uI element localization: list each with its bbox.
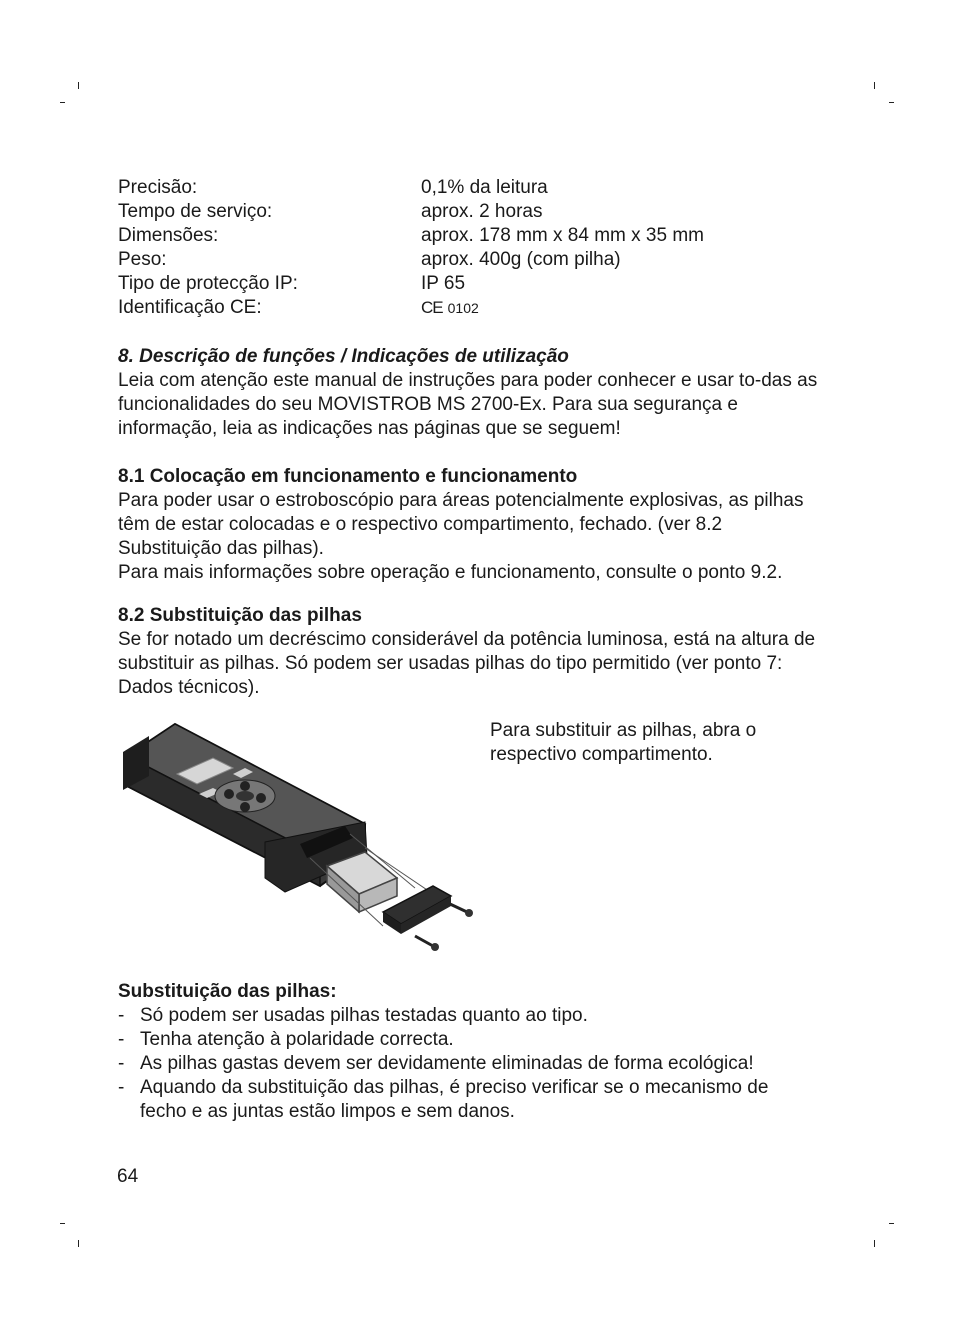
spec-value: IP 65 <box>421 273 466 294</box>
spec-row <box>118 200 818 224</box>
battery-notes <box>118 980 823 1124</box>
section-8-1-body: Para poder usar o estroboscópio para áreas potencialmente explosivas, as pilhas têm de estar colocadas e o respectivo compartimento, fechado. (ver 8.2 Substituição das pilhas). <box>118 490 804 559</box>
section-8-2-body: Se for notado um decréscimo considerável da potência luminosa, está na altura de substituir as pilhas. Só podem ser usadas pilhas do tipo permitido (ver ponto 7: Dados técnicos). <box>118 629 816 698</box>
stroboscope-device-icon <box>115 716 485 956</box>
spec-value: 0,1% da leitura <box>421 177 548 198</box>
spec-label: Precisão: <box>118 177 198 198</box>
ce-mark-icon: CE <box>421 298 443 317</box>
spec-value: aprox. 2 horas <box>421 201 543 222</box>
crop-mark <box>60 102 65 103</box>
section-8-1 <box>118 465 823 585</box>
section-8-1-heading: 8.1 Colocação em funcionamento e funcionamento <box>118 466 578 487</box>
page-number: 64 <box>117 1166 139 1187</box>
spec-table <box>118 176 818 320</box>
section-8-2-heading: 8.2 Substituição das pilhas <box>118 605 362 626</box>
spec-row <box>118 224 818 248</box>
crop-mark <box>60 1223 65 1224</box>
figure-caption: Para substituir as pilhas, abra o respectivo compartimento. <box>490 720 757 765</box>
list-item: - As pilhas gastas devem ser devidamente eliminadas de forma ecológica! <box>118 1053 754 1074</box>
crop-mark <box>874 1240 875 1247</box>
ce-identification <box>421 296 479 320</box>
crop-mark <box>78 1240 79 1247</box>
section-8-body: Leia com atenção este manual de instruções para poder conhecer e usar to-das as funcionalidades do seu MOVISTROB MS 2700-Ex. Para sua segurança e informação, leia as indicações nas páginas que se seguem! <box>118 370 818 439</box>
spec-row <box>118 296 818 320</box>
spec-value: aprox. 400g (com pilha) <box>421 249 621 270</box>
device-battery-illustration <box>115 716 485 956</box>
section-8-2 <box>118 604 823 700</box>
battery-notes-heading: Substituição das pilhas: <box>118 981 337 1002</box>
section-8-heading: 8. Descrição de funções / Indicações de utilização <box>118 346 569 367</box>
spec-label: Peso: <box>118 249 167 270</box>
spec-row <box>118 248 818 272</box>
battery-notes-list <box>118 1004 823 1124</box>
spec-label: Tempo de serviço: <box>118 201 273 222</box>
spec-label: Dimensões: <box>118 225 219 246</box>
list-item: - Só podem ser usadas pilhas testadas quanto ao tipo. <box>118 1005 588 1026</box>
ce-code: 0102 <box>447 300 479 316</box>
list-item: - Tenha atenção à polaridade correcta. <box>118 1029 454 1050</box>
crop-mark <box>78 82 79 89</box>
spec-label: Tipo de protecção IP: <box>118 273 298 294</box>
crop-mark <box>874 82 875 89</box>
crop-mark <box>889 1223 894 1224</box>
spec-label: Identificação CE: <box>118 297 262 318</box>
list-item: - Aquando da substituição das pilhas, é preciso verificar se o mecanismo de fecho e as juntas estão limpos e sem danos. <box>118 1077 769 1122</box>
spec-value: aprox. 178 mm x 84 mm x 35 mm <box>421 225 704 246</box>
spec-row <box>118 272 818 296</box>
spec-row <box>118 176 818 200</box>
crop-mark <box>889 102 894 103</box>
section-8-1-body-2: Para mais informações sobre operação e funcionamento, consulte o ponto 9.2. <box>118 562 783 583</box>
section-8 <box>118 345 823 441</box>
